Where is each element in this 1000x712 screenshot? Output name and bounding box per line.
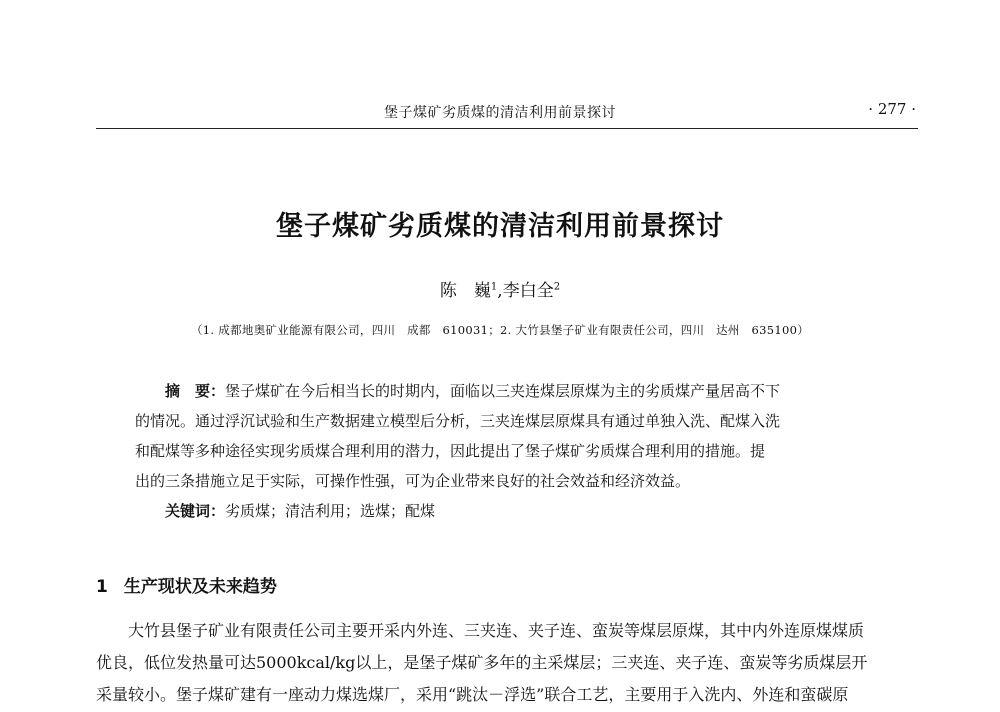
keywords bbox=[165, 496, 435, 526]
affiliations: （1. 成都地奥矿业能源有限公司，四川 成都 610031；2. 大竹县堡子矿业有限责任公司，四川 达州 635100） bbox=[190, 323, 810, 337]
author-1: 陈 巍 bbox=[439, 281, 491, 301]
abstract-line: 出的三条措施立足于实际，可操作性强，可为企业带来良好的社会效益和经济效益。 bbox=[135, 472, 691, 490]
section-title: 生产现状及未来趋势 bbox=[123, 577, 277, 597]
keywords-text: 劣质煤；清洁利用；选煤；配煤 bbox=[225, 502, 436, 520]
abstract-label: 摘 要： bbox=[165, 382, 226, 400]
keywords-label: 关键词： bbox=[165, 502, 226, 520]
author-line bbox=[0, 276, 1000, 301]
running-header bbox=[96, 102, 918, 129]
author-2: 李白全 bbox=[502, 281, 554, 301]
page-number: · 277 · bbox=[868, 100, 916, 118]
abstract-line: 的情况。通过浮沉试验和生产数据建立模型后分析，三夹连煤层原煤具有通过单独入洗、配煤入洗 bbox=[135, 412, 781, 430]
author-2-affiliation-mark: 2 bbox=[553, 281, 561, 293]
body-line: 大竹县堡子矿业有限责任公司主要开采内外连、三夹连、夹子连、蛮炭等煤层原煤，其中内外连原煤煤质 bbox=[128, 621, 865, 640]
author-separator: , bbox=[497, 281, 503, 301]
abstract-line bbox=[165, 376, 780, 406]
running-title: 堡子煤矿劣质煤的清洁利用前景探讨 bbox=[384, 105, 616, 121]
paper-title: 堡子煤矿劣质煤的清洁利用前景探讨 bbox=[276, 211, 724, 242]
body-line: 采量较小。堡子煤矿建有一座动力煤选煤厂，采用“跳汰－浮选”联合工艺，主要用于入洗内、外连和蛮碳原 bbox=[96, 685, 849, 704]
abstract-line: 和配煤等多种途径实现劣质煤合理利用的潜力，因此提出了堡子煤矿劣质煤合理利用的措施。提 bbox=[135, 442, 766, 460]
author-1-affiliation-mark: 1 bbox=[490, 281, 498, 293]
section-heading bbox=[96, 572, 277, 597]
abstract-text: 堡子煤矿在今后相当长的时期内，面临以三夹连煤层原煤为主的劣质煤产量居高不下 bbox=[225, 382, 781, 400]
section-number: 1 bbox=[96, 577, 108, 597]
body-line: 优良，低位发热量可达5000kcal/kg以上，是堡子煤矿多年的主采煤层；三夹连、夹子连、蛮炭等劣质煤层开 bbox=[96, 653, 868, 672]
